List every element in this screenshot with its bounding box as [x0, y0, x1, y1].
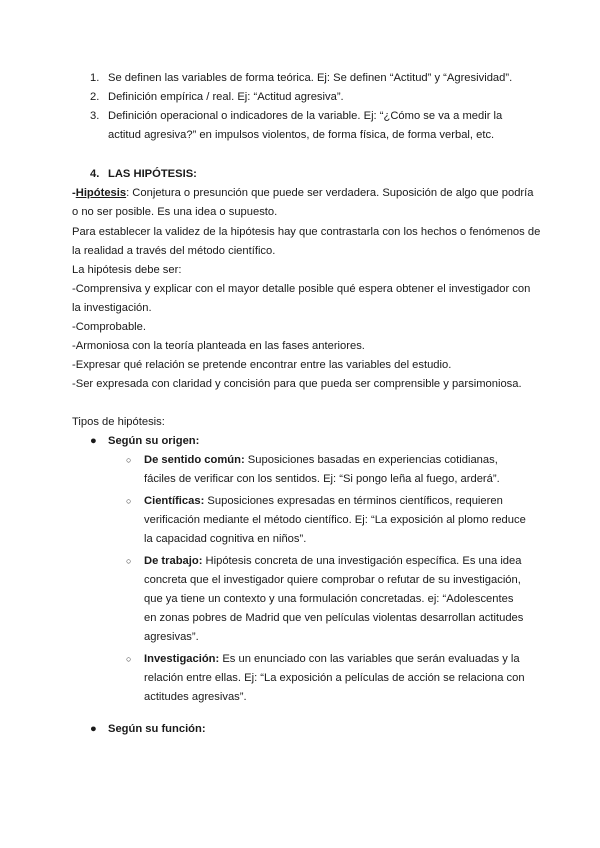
list-number: 2. — [90, 91, 100, 103]
list-text: Se definen las variables de forma teórica. Ej: Se definen “Actitud” y “Agresividad”. — [108, 72, 513, 84]
item-text: Suposiciones expresadas en términos científicos, requieren verificación mediante el método científico. Ej: “La exposición al plomo reduce la capacidad cognitiva en niños”. — [144, 495, 526, 545]
item-text: Suposiciones basadas en experiencias cotidianas, fáciles de verificar con los sentidos. Ej: “Si pongo leña al fuego, arderá”. — [144, 454, 500, 485]
requirement-line: -Comprensiva y explicar con el mayor detalle posible qué espera obtener el investigador con la investigación. — [72, 283, 531, 314]
function-heading-text: Según su función: — [108, 723, 206, 735]
list-item — [90, 88, 530, 107]
circle-bullet-icon: ○ — [126, 654, 132, 664]
definition-text: : Conjetura o presunción que puede ser verdadera. Suposición de algo que podría o no ser posible. Es una idea o supuesto. — [72, 187, 534, 218]
requirement-line: -Comprobable. — [72, 321, 146, 333]
list-item — [126, 552, 526, 647]
list-item — [126, 650, 526, 707]
must-be-paragraph: La hipótesis debe ser: — [72, 264, 182, 276]
requirement-line: -Armoniosa con la teoría planteada en las fases anteriores. — [72, 340, 365, 352]
definition-term: Hipótesis — [75, 187, 127, 199]
list-item — [126, 451, 526, 489]
bullet-icon: ● — [90, 723, 97, 735]
requirement-line: -Ser expresada con claridad y concisión para que pueda ser comprensible y parsimoniosa. — [72, 378, 522, 390]
list-item — [90, 69, 530, 88]
list-item — [90, 107, 530, 145]
definition-paragraph — [72, 184, 542, 222]
circle-bullet-icon: ○ — [126, 496, 132, 506]
item-term: Investigación: — [144, 653, 220, 665]
origin-heading-text: Según su origen: — [108, 435, 200, 447]
circle-bullet-icon: ○ — [126, 556, 132, 566]
requirement-line: -Expresar qué relación se pretende encontrar entre las variables del estudio. — [72, 359, 452, 371]
numbered-list — [90, 69, 530, 145]
circle-bullet-icon: ○ — [126, 455, 132, 465]
bullet-icon: ● — [90, 435, 97, 447]
item-text: Es un enunciado con las variables que serán evaluadas y la relación entre ellas. Ej: “La exposición a películas de acción se relaciona con actitudes agresivas”. — [144, 653, 525, 703]
origin-list — [126, 451, 526, 710]
section-title: LAS HIPÓTESIS: — [108, 168, 197, 180]
list-number: 1. — [90, 72, 100, 84]
validate-paragraph: Para establecer la validez de la hipótesis hay que contrastarla con los hechos o fenómenos de la realidad a través del método científico. — [72, 226, 541, 257]
list-text: Definición operacional o indicadores de la variable. Ej: “¿Cómo se va a medir la actitud agresiva?” en impulsos violentos, de forma física, de forma verbal, etc. — [108, 110, 503, 141]
types-intro: Tipos de hipótesis: — [72, 416, 165, 428]
item-text: Hipótesis concreta de una investigación específica. Es una idea concreta que el investigador quiere comprobar o refutar de su investigación, que ya tiene un contexto y una formulación concretadas. ej: “Adolescentes en zonas pobres de Madrid que ven películas violentas desarrollan actitudes agresivas”. — [144, 555, 524, 643]
item-term: Científicas: — [144, 495, 205, 507]
list-number: 3. — [90, 110, 100, 122]
section-number: 4. — [90, 168, 100, 180]
section-heading — [90, 165, 197, 184]
list-item — [126, 492, 526, 549]
origin-heading — [90, 432, 199, 451]
function-heading — [90, 720, 206, 739]
item-term: De trabajo: — [144, 555, 203, 567]
definition-dash: - — [72, 187, 76, 199]
item-term: De sentido común: — [144, 454, 245, 466]
list-text: Definición empírica / real. Ej: “Actitud agresiva”. — [108, 91, 344, 103]
